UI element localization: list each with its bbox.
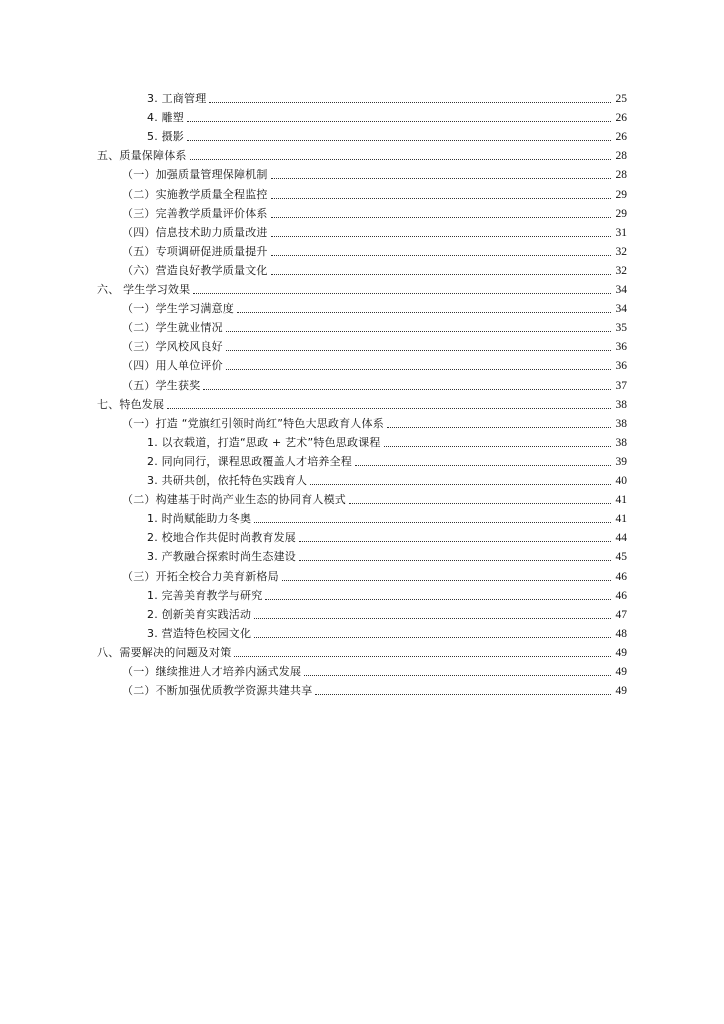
toc-dot-leader (271, 255, 611, 256)
toc-dot-leader (349, 503, 611, 504)
toc-dot-leader (387, 427, 611, 428)
toc-entry[interactable] (147, 431, 627, 450)
toc-entry-page-number: 35 (615, 322, 627, 335)
toc-entry[interactable] (122, 679, 627, 698)
toc-dot-leader (254, 522, 611, 523)
toc-entry[interactable] (122, 660, 627, 679)
toc-entry[interactable] (122, 163, 627, 182)
toc-entry[interactable] (122, 565, 627, 584)
toc-entry-page-number: 34 (615, 284, 627, 296)
toc-entry[interactable] (122, 412, 627, 431)
toc-dot-leader (271, 178, 611, 179)
toc-entry-title: 3. 工商管理 (147, 92, 207, 105)
toc-entry-page-number: 31 (615, 226, 627, 239)
toc-entry[interactable] (147, 125, 627, 144)
toc-entry-page-number: 49 (615, 685, 627, 698)
toc-entry-page-number: 32 (615, 264, 627, 277)
toc-entry-title: （一）打造 “党旗红引领时尚红”特色大思政育人体系 (122, 416, 384, 430)
toc-entry[interactable] (147, 87, 627, 106)
toc-entry-title: （一）加强质量管理保障机制 (122, 168, 268, 182)
toc-dot-leader (315, 694, 611, 695)
toc-entry[interactable] (122, 202, 627, 221)
toc-entry[interactable] (122, 259, 627, 278)
toc-entry-title: 八、需要解决的问题及对策 (97, 645, 232, 659)
toc-entry[interactable] (122, 240, 627, 259)
toc-entry[interactable] (147, 526, 627, 545)
toc-dot-leader (237, 312, 611, 313)
toc-entry-page-number: 49 (615, 666, 627, 678)
toc-entry-title: （六）营造良好教学质量文化 (122, 263, 268, 277)
toc-entry-title: （一）学生学习满意度 (122, 302, 234, 316)
toc-dot-leader (271, 217, 611, 218)
toc-entry-title: 2. 创新美育实践活动 (147, 607, 252, 621)
toc-entry-page-number: 45 (615, 551, 627, 564)
toc-entry-title: （三）完善教学质量评价体系 (122, 206, 268, 220)
toc-entry-title: （二）构建基于时尚产业生态的协同育人模式 (122, 493, 346, 507)
toc-dot-leader (167, 408, 611, 409)
toc-dot-leader (226, 331, 611, 332)
toc-dot-leader (190, 159, 611, 160)
toc-dot-leader (271, 236, 611, 237)
toc-dot-leader (265, 599, 611, 600)
toc-entry-page-number: 46 (615, 589, 627, 602)
toc-entry-title: 4. 雕塑 (147, 111, 184, 125)
toc-entry-title: 3. 产教融合探索时尚生态建设 (147, 550, 296, 564)
toc-entry[interactable] (147, 584, 627, 603)
toc-dot-leader (271, 274, 611, 275)
toc-entry-page-number: 49 (615, 646, 627, 659)
toc-entry[interactable] (97, 278, 627, 297)
toc-entry-page-number: 29 (615, 188, 627, 201)
toc-dot-leader (254, 618, 611, 619)
toc-entry[interactable] (147, 507, 627, 526)
toc-entry-title: （五）学生获奖 (122, 378, 201, 392)
toc-entry-page-number: 26 (615, 131, 627, 144)
toc-entry-title: 5. 摄影 (147, 130, 184, 144)
toc-dot-leader (304, 675, 611, 676)
toc-entry[interactable] (147, 469, 627, 488)
toc-dot-leader (282, 580, 611, 581)
toc-dot-leader (299, 541, 611, 542)
toc-entry-page-number: 46 (615, 570, 627, 583)
toc-entry-page-number: 36 (615, 360, 627, 373)
toc-entry-title: 2. 校地合作共促时尚教育发展 (147, 531, 296, 545)
toc-entry-page-number: 38 (615, 417, 627, 430)
toc-entry[interactable] (122, 374, 627, 393)
toc-entry-page-number: 37 (615, 379, 627, 392)
toc-dot-leader (310, 484, 611, 485)
toc-entry-title: 六、 学生学习效果 (97, 283, 191, 296)
toc-entry-page-number: 34 (615, 303, 627, 316)
toc-dot-leader (271, 198, 611, 199)
toc-entry[interactable] (97, 641, 627, 660)
toc-entry-title: （四）用人单位评价 (122, 359, 223, 373)
toc-entry-title: 3. 共研共创，依托特色实践育人 (147, 474, 308, 487)
toc-dot-leader (384, 446, 611, 447)
toc-entry-title: （一）继续推进人才培养内涵式发展 (122, 665, 302, 678)
toc-entry-page-number: 26 (615, 112, 627, 125)
toc-entry-title: （五）专项调研促进质量提升 (122, 244, 268, 258)
toc-entry[interactable] (147, 603, 627, 622)
toc-dot-leader (209, 102, 611, 103)
toc-entry-page-number: 39 (615, 455, 627, 468)
toc-entry-page-number: 41 (615, 494, 627, 507)
toc-entry[interactable] (122, 335, 627, 354)
toc-entry[interactable] (97, 144, 627, 163)
toc-dot-leader (226, 350, 611, 351)
toc-entry[interactable] (147, 622, 627, 641)
toc-entry-page-number: 38 (615, 398, 627, 411)
toc-dot-leader (187, 140, 611, 141)
toc-entry-page-number: 41 (615, 513, 627, 526)
toc-dot-leader (355, 465, 611, 466)
toc-dot-leader (299, 560, 611, 561)
toc-entry-title: （二）学生就业情况 (122, 321, 223, 335)
toc-entry[interactable] (122, 221, 627, 240)
toc-entry-title: 2. 同向同行，课程思政覆盖人才培养全程 (147, 454, 352, 468)
toc-entry-page-number: 44 (615, 532, 627, 545)
toc-entry-page-number: 47 (615, 608, 627, 621)
toc-entry-page-number: 38 (615, 436, 627, 449)
toc-entry[interactable] (147, 545, 627, 564)
toc-entry-title: （二）不断加强优质教学资源共建共享 (122, 684, 313, 698)
toc-entry-title: 1. 时尚赋能助力冬奥 (147, 512, 252, 526)
toc-entry-page-number: 36 (615, 341, 627, 354)
toc-entry[interactable] (97, 393, 627, 412)
toc-entry-title: 1. 以衣载道，打造“思政 + 艺术”特色思政课程 (147, 435, 381, 449)
toc-entry-page-number: 48 (615, 627, 627, 640)
toc-dot-leader (234, 656, 611, 657)
toc-entry[interactable] (122, 354, 627, 373)
toc-entry-title: （二）实施教学质量全程监控 (122, 187, 268, 201)
toc-dot-leader (203, 389, 611, 390)
toc-dot-leader (254, 637, 611, 638)
toc-dot-leader (187, 121, 611, 122)
toc-entry-title: 3. 营造特色校园文化 (147, 626, 252, 640)
toc-entry-page-number: 28 (615, 150, 627, 163)
toc-dot-leader (193, 293, 611, 294)
toc-entry-page-number: 28 (615, 169, 627, 182)
toc-entry[interactable] (147, 106, 627, 125)
toc-entry-page-number: 25 (615, 93, 627, 105)
toc-entry-title: 1. 完善美育教学与研究 (147, 588, 263, 602)
toc-entry[interactable] (122, 183, 627, 202)
toc-entry[interactable] (122, 297, 627, 316)
toc-entry-page-number: 40 (615, 475, 627, 487)
toc-entry-page-number: 29 (615, 207, 627, 220)
toc-entry-title: （三）开拓全校合力美育新格局 (122, 569, 279, 583)
toc-entry-title: 五、质量保障体系 (97, 149, 187, 163)
toc-entry[interactable] (147, 450, 627, 469)
toc-entry-title: （三）学风校风良好 (122, 340, 223, 354)
toc-dot-leader (226, 369, 611, 370)
toc-entry-title: （四）信息技术助力质量改进 (122, 225, 268, 239)
toc-entry[interactable] (122, 488, 627, 507)
toc-entry-page-number: 32 (615, 245, 627, 258)
toc-entry[interactable] (122, 316, 627, 335)
toc-entry-title: 七、特色发展 (97, 397, 165, 411)
